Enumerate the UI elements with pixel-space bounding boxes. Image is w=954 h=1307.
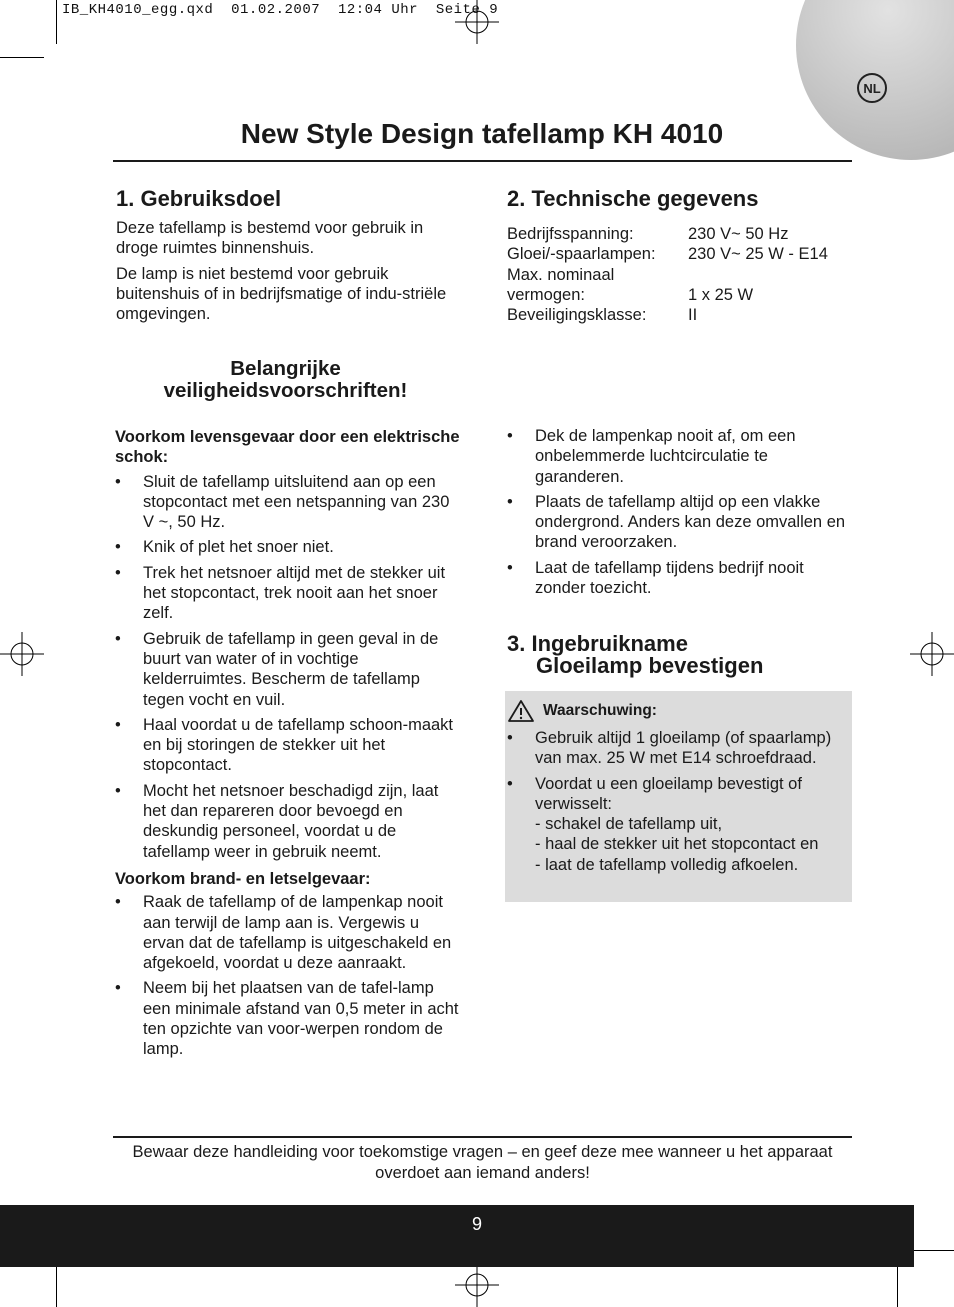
crop-mark bbox=[0, 57, 44, 58]
list-item: • Plaats de tafellamp altijd op een vlakke ondergrond. Anders kan deze omvallen en brand veroorzaken. bbox=[507, 492, 846, 552]
registration-mark-icon bbox=[910, 632, 954, 676]
section-gebruiksdoel bbox=[116, 188, 461, 324]
spec-label: Beveiligingsklasse: bbox=[507, 306, 647, 325]
paragraph: Deze tafellamp is bestemd voor gebruik in droge ruimtes binnenshuis. bbox=[116, 219, 424, 258]
safety-right-column bbox=[507, 426, 852, 603]
spec-value: 230 V~ 50 Hz bbox=[688, 225, 789, 243]
bullet-icon: • bbox=[115, 629, 121, 648]
page-number: 9 bbox=[471, 1214, 482, 1234]
bullet-icon: • bbox=[507, 558, 513, 577]
print-header: IB_KH4010_egg.qxd 01.02.2007 12:04 Uhr Seite 9 bbox=[62, 2, 499, 18]
list-item: • Gebruik de tafellamp in geen geval in de buurt van water of in vochtige kelderruimtes. Bescherm de tafellamp tegen vocht en vuil. bbox=[115, 629, 439, 709]
paragraph: De lamp is niet bestemd voor gebruik buitenshuis of in bedrijfsmatige of indu-striële omgevingen. bbox=[116, 264, 447, 324]
bullet-icon: • bbox=[115, 781, 121, 800]
list-item: • Trek het netsnoer altijd met de stekker uit het stopcontact, trek nooit aan het snoer zelf. bbox=[115, 563, 446, 623]
spec-label: Bedrijfsspanning: bbox=[507, 225, 634, 243]
section-heading: 2. Technische gegevens bbox=[507, 186, 759, 211]
subheading-electric: Voorkom levensgevaar door een elektrische schok: bbox=[115, 428, 460, 467]
page-title: New Style Design tafellamp KH 4010 bbox=[240, 118, 724, 149]
section-ingebruikname bbox=[507, 633, 852, 677]
spec-label: vermogen: bbox=[507, 285, 585, 304]
step-line: - haal de stekker uit het stopcontact en bbox=[535, 835, 819, 854]
registration-mark-icon bbox=[0, 632, 44, 676]
list-item: • Dek de lampenkap nooit af, om een onbelemmerde luchtcirculatie te garanderen. bbox=[507, 427, 796, 486]
bullet-icon: • bbox=[507, 729, 513, 747]
right-list bbox=[507, 426, 852, 598]
list-item: • Haal voordat u de tafellamp schoon-maakt en bij storingen de stekker uit het stopcontact. bbox=[115, 715, 454, 775]
footer-divider bbox=[113, 1136, 852, 1138]
spec-label: Max. nominaal bbox=[507, 265, 615, 284]
section-heading: Gloeilamp bevestigen bbox=[536, 653, 764, 678]
list-item: • Sluit de tafellamp uitsluitend aan op een stopcontact met een netspanning van 230 V ~, 50 Hz. bbox=[115, 472, 450, 532]
bullet-icon: • bbox=[507, 492, 513, 511]
spec-row bbox=[507, 305, 852, 325]
warning-box bbox=[505, 691, 852, 902]
section-technische-gegevens bbox=[507, 188, 852, 325]
bullet-icon: • bbox=[115, 472, 121, 491]
section-heading: 3. Ingebruikname bbox=[507, 631, 688, 656]
safety-left-column bbox=[115, 427, 460, 1065]
language-badge: NL bbox=[857, 73, 887, 103]
warning-list bbox=[507, 728, 852, 880]
electric-list bbox=[115, 472, 460, 862]
spec-row bbox=[507, 285, 852, 305]
warning-label: Waarschuwing: bbox=[543, 702, 657, 719]
crop-mark bbox=[897, 1263, 898, 1307]
bullet-icon: • bbox=[507, 774, 513, 793]
spec-row bbox=[507, 224, 852, 244]
spec-label: Gloei/-spaarlampen: bbox=[507, 245, 656, 264]
bullet-icon: • bbox=[115, 715, 121, 734]
bullet-icon: • bbox=[115, 893, 121, 912]
title-divider bbox=[113, 160, 852, 162]
registration-mark-icon bbox=[455, 1263, 499, 1307]
step-line: - schakel de tafellamp uit, bbox=[535, 815, 723, 834]
step-line: - laat de tafellamp volledig afkoelen. bbox=[535, 855, 799, 874]
list-item: • Gebruik altijd 1 gloeilamp (of spaarlamp) van max. 25 W met E14 schroefdraad. bbox=[507, 729, 832, 768]
crop-mark bbox=[56, 0, 57, 44]
safety-title-line: Belangrijke bbox=[230, 357, 341, 380]
list-item: • Mocht het netsnoer beschadigd zijn, laat het dan repareren door bevoegd en deskundig personeel, voordat u de tafellamp weer in gebruik neemt. bbox=[115, 781, 439, 861]
spec-value: 230 V~ 25 W - E14 bbox=[688, 245, 828, 264]
warning-header bbox=[507, 699, 657, 723]
spec-value: II bbox=[688, 306, 698, 325]
footer-note: Bewaar deze handleiding voor toekomstige vragen – en geef deze mee wanneer u het apparaat overdoet aan iemand anders! bbox=[132, 1143, 833, 1182]
list-item: • Laat de tafellamp tijdens bedrijf nooit zonder toezicht. bbox=[507, 558, 804, 598]
warning-triangle-icon bbox=[507, 699, 535, 723]
fire-list bbox=[115, 892, 460, 1059]
list-item: • Voordat u een gloeilamp bevestigt of verwisselt: - schakel de tafellamp uit, - haal de stekker uit het stopcontact en - laat de tafellamp volledig afkoelen. bbox=[507, 774, 852, 875]
registration-mark-icon bbox=[455, 0, 499, 44]
bullet-icon: • bbox=[507, 427, 513, 445]
safety-title bbox=[113, 358, 458, 402]
safety-title-line: veiligheidsvoorschriften! bbox=[163, 379, 408, 402]
list-item: • Raak de tafellamp of de lampenkap nooit aan terwijl de lamp aan is. Vergewis u ervan dat de tafellamp is uitgeschakeld en afgekoeld, voordat u deze aanraakt. bbox=[115, 893, 452, 973]
spec-row bbox=[507, 265, 852, 285]
crop-mark bbox=[910, 1250, 954, 1251]
bullet-icon: • bbox=[115, 538, 121, 557]
bullet-icon: • bbox=[115, 563, 121, 582]
list-item: • Knik of plet het snoer niet. bbox=[115, 538, 334, 557]
list-item: • Neem bij het plaatsen van de tafel-lamp een minimale afstand van 0,5 meter in acht ten opzichte van voor-werpen rondom de lamp. bbox=[115, 979, 459, 1059]
spec-row bbox=[507, 244, 852, 264]
section-heading: 1. Gebruiksdoel bbox=[116, 186, 282, 211]
spec-value: 1 x 25 W bbox=[688, 285, 754, 304]
crop-mark bbox=[56, 1263, 57, 1307]
subheading-fire: Voorkom brand- en letselgevaar: bbox=[115, 869, 371, 888]
bullet-icon: • bbox=[115, 979, 121, 998]
